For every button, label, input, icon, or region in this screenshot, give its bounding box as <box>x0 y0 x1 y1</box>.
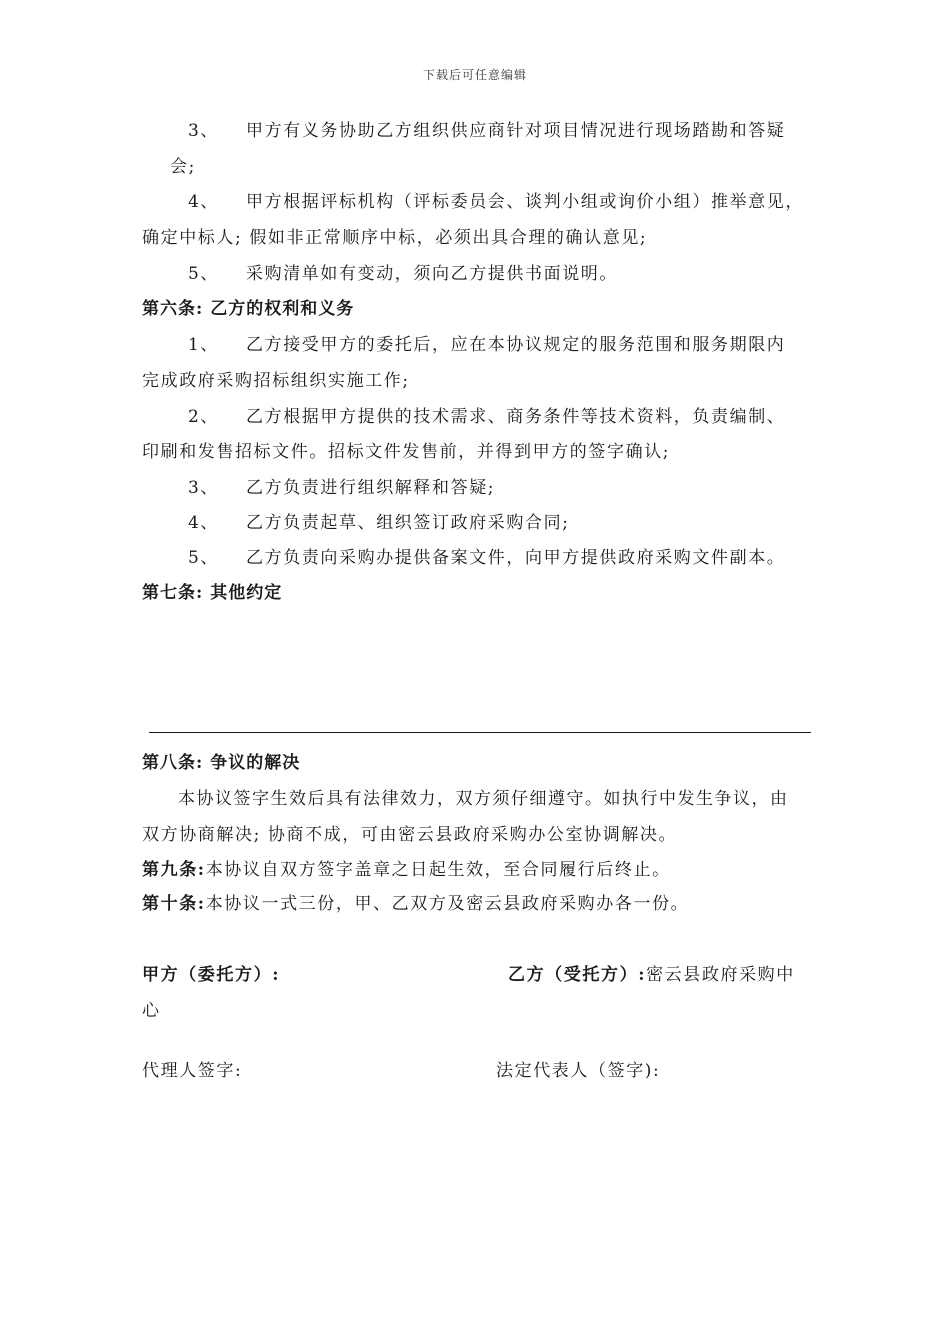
item-text: 甲方根据评标机构（评标委员会、谈判小组或询价小组）推举意见， <box>246 192 804 212</box>
agent-signature-label: 代理人签字: <box>142 1061 243 1081</box>
clause-label: 第十条: <box>142 894 206 914</box>
item-number: 1、 <box>188 335 220 355</box>
clause5-item3-line1 <box>188 116 785 141</box>
party-b-name: 密云县政府采购中 <box>646 965 795 985</box>
item-number: 5、 <box>188 548 220 568</box>
clause6-item2-line2: 印刷和发售招标文件。招标文件发售前，并得到甲方的签字确认; <box>142 442 671 462</box>
item-number: 5、 <box>188 264 220 284</box>
clause9 <box>142 855 671 880</box>
item-text: 乙方负责起草、组织签订政府采购合同; <box>246 513 570 533</box>
clause6-item4 <box>188 508 570 533</box>
clause10 <box>142 889 689 914</box>
item-number: 2、 <box>188 407 220 427</box>
blank-fill-line <box>149 732 811 733</box>
clause5-item5 <box>188 259 618 284</box>
item-text: 乙方负责进行组织解释和答疑; <box>246 478 496 498</box>
clause5-item4-line1 <box>188 187 804 212</box>
party-b-label: 乙方（受托方）: <box>508 965 647 985</box>
header-note: 下载后可任意编辑 <box>422 68 527 82</box>
legal-rep-signature-label: 法定代表人（签字): <box>496 1061 661 1081</box>
clause6-item5 <box>188 543 785 568</box>
clause6-item3 <box>188 473 495 498</box>
item-text: 乙方负责向采购办提供备案文件，向甲方提供政府采购文件副本。 <box>246 548 786 568</box>
party-b-name-wrap: 心 <box>142 1001 161 1021</box>
clause8-line2: 双方协商解决; 协商不成，可由密云县政府采购办公室协调解决。 <box>142 825 678 845</box>
item-text: 采购清单如有变动，须向乙方提供书面说明。 <box>246 264 618 284</box>
item-number: 3、 <box>188 478 220 498</box>
clause6-item2-line1 <box>188 402 785 427</box>
section-heading-6: 第六条: 乙方的权利和义务 <box>142 299 355 319</box>
item-text: 乙方接受甲方的委托后，应在本协议规定的服务范围和服务期限内 <box>246 335 786 355</box>
party-a-label: 甲方（委托方）: <box>142 965 281 985</box>
item-text: 甲方有义务协助乙方组织供应商针对项目情况进行现场踏勘和答疑 <box>246 121 786 141</box>
item-number: 4、 <box>188 192 220 212</box>
clause-label: 第九条: <box>142 860 206 880</box>
section-heading-7: 第七条: 其他约定 <box>142 583 283 603</box>
item-number: 4、 <box>188 513 220 533</box>
clause-text: 本协议一式三份，甲、乙双方及密云县政府采购办各一份。 <box>205 894 690 914</box>
section-heading-8: 第八条: 争议的解决 <box>142 753 301 773</box>
clause-text: 本协议自双方签字盖章之日起生效，至合同履行后终止。 <box>205 860 671 880</box>
clause6-item1-line2: 完成政府采购招标组织实施工作; <box>142 371 410 391</box>
clause8-line1: 本协议签字生效后具有法律效力，双方须仔细遵守。如执行中发生争议，由 <box>178 789 789 809</box>
item-text: 乙方根据甲方提供的技术需求、商务条件等技术资料，负责编制、 <box>246 407 786 427</box>
clause5-item4-line2: 确定中标人; 假如非正常顺序中标，必须出具合理的确认意见; <box>142 228 648 248</box>
party-b-block <box>508 960 795 985</box>
clause5-item3-line2: 会; <box>170 157 196 177</box>
item-number: 3、 <box>188 121 220 141</box>
clause6-item1-line1 <box>188 330 785 355</box>
